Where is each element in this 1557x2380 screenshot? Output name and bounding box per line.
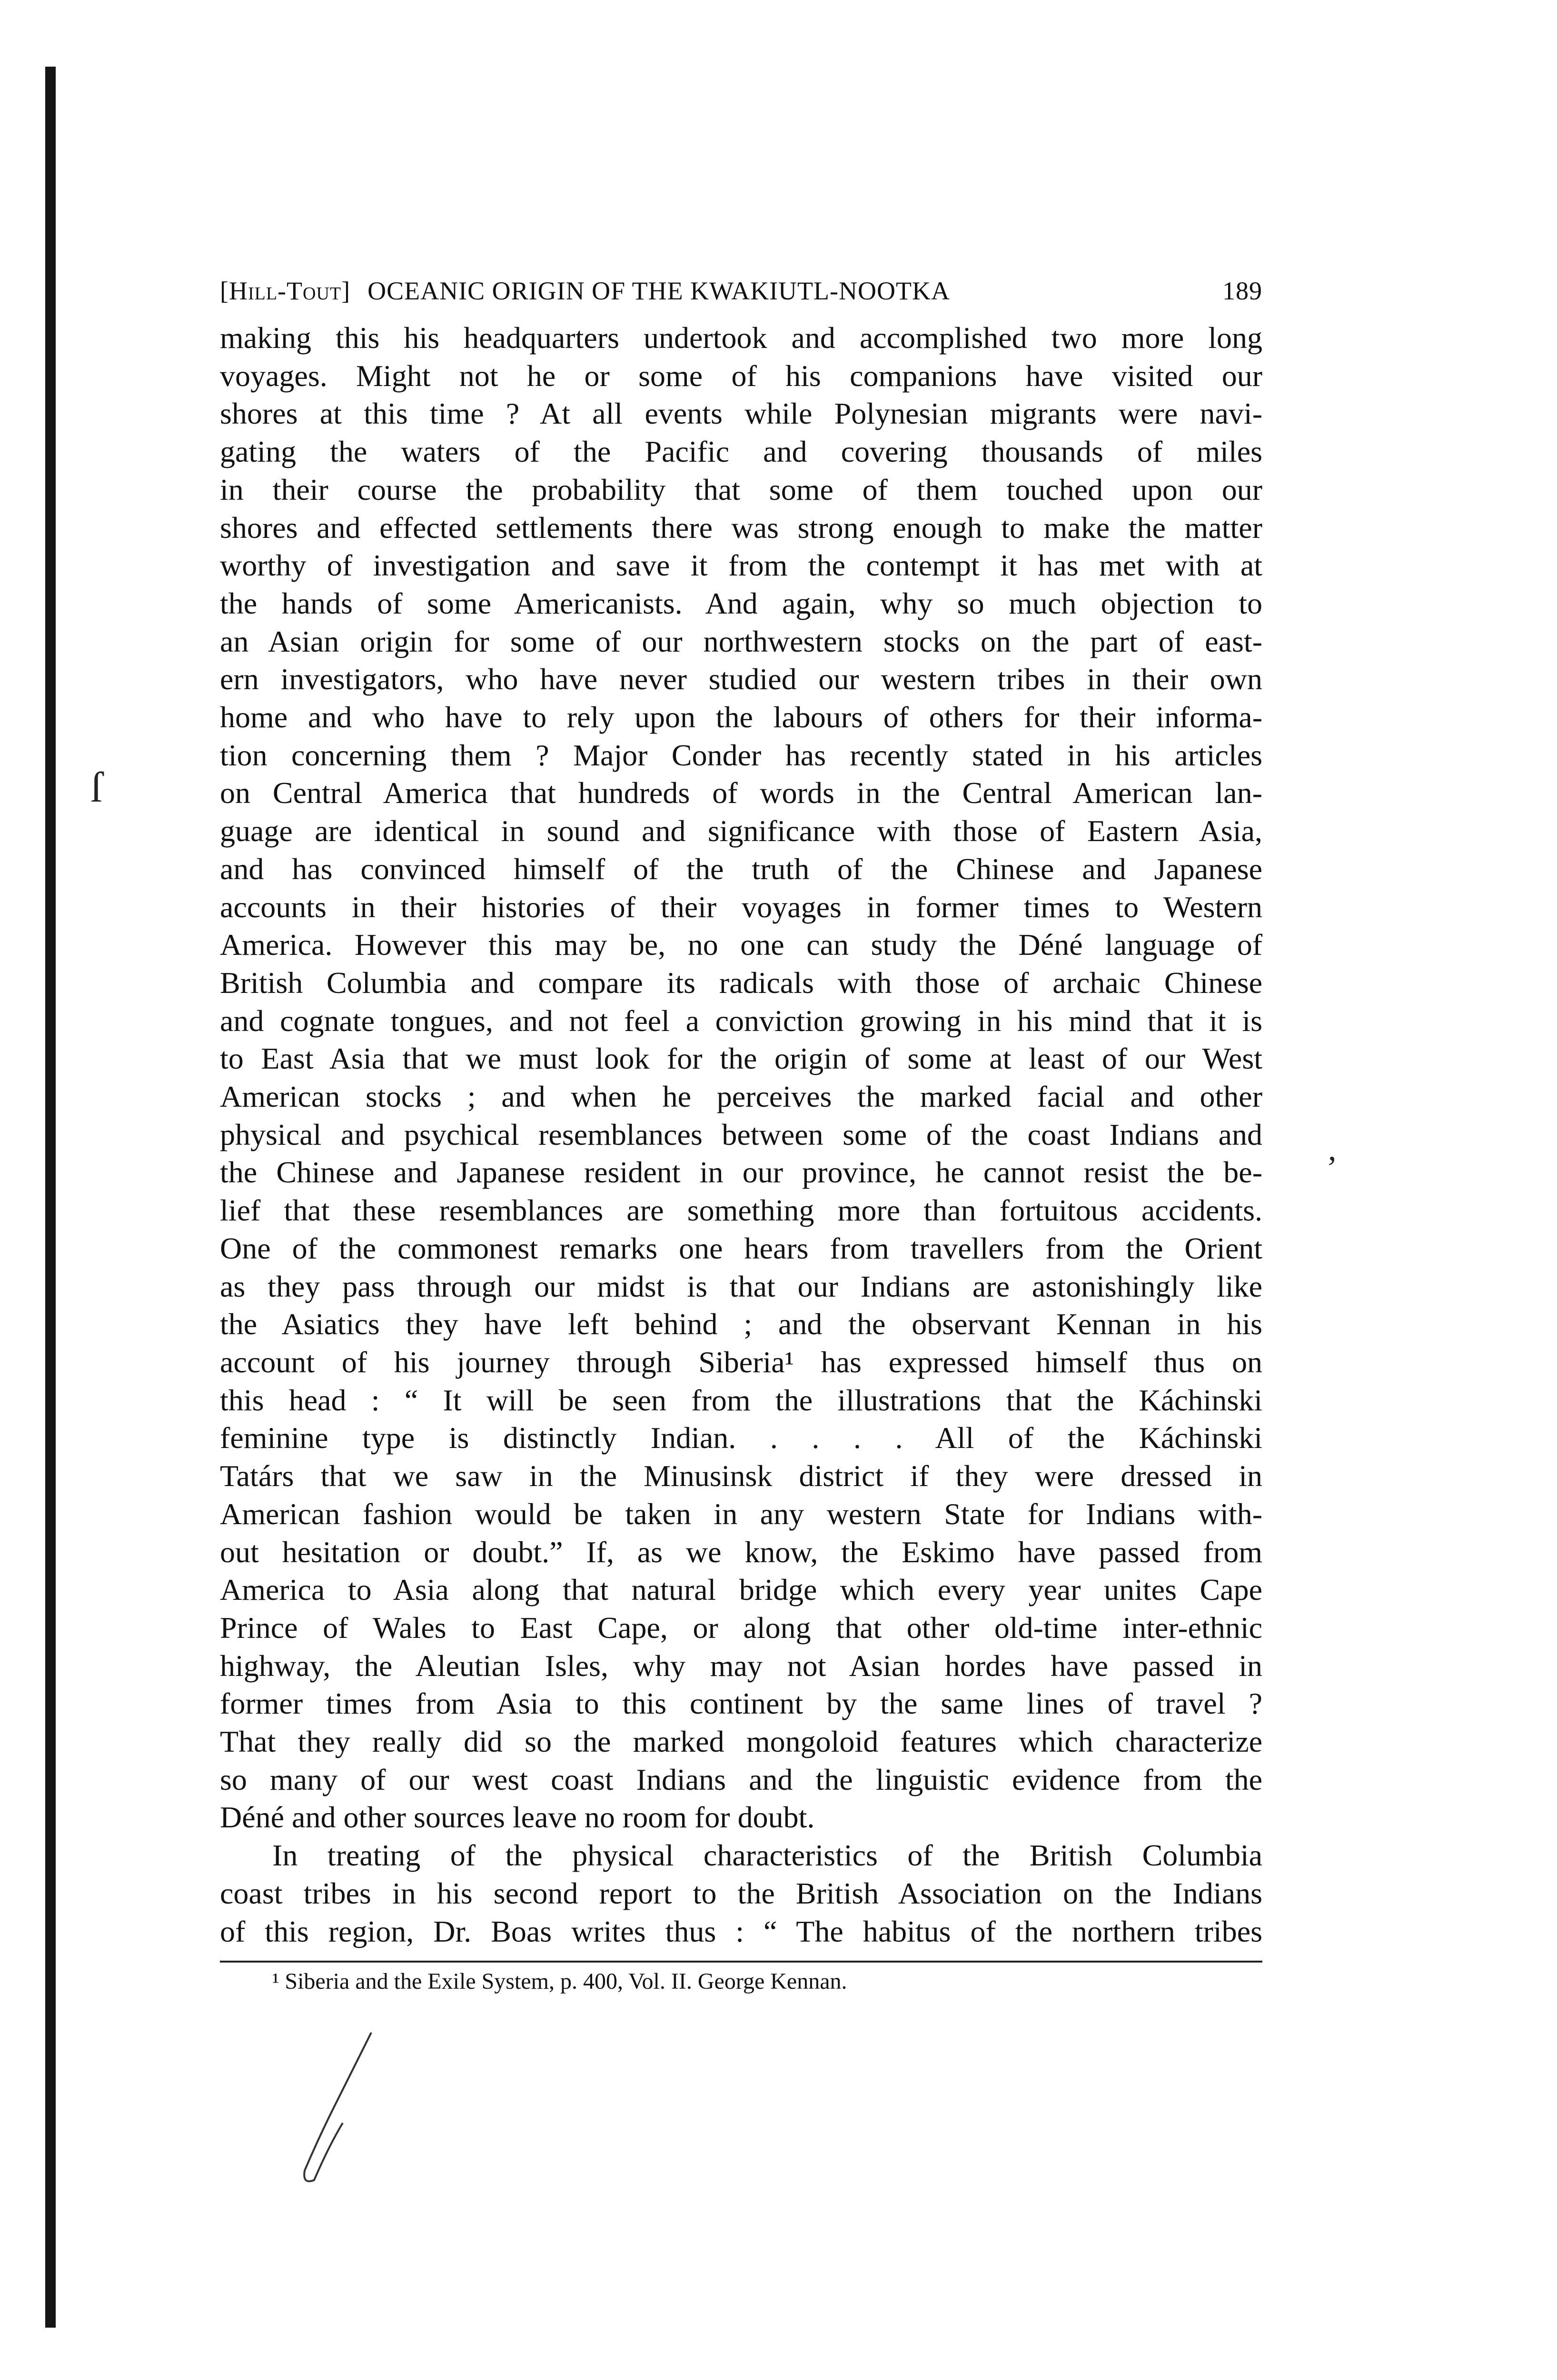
text-line: That they really did so the marked mongoloid features which characterize [220, 1725, 1262, 1759]
text-line: to East Asia that we must look for the origin of some at least of our West [220, 1041, 1262, 1076]
text-line: gating the waters of the Pacific and covering thousands of miles [220, 435, 1262, 469]
text-line: coast tribes in his second report to the British Association on the Indians [220, 1876, 1262, 1910]
text-line: shores at this time ? At all events while Polynesian migrants were navi- [220, 397, 1262, 431]
text-line: America. However this may be, no one can study the Déné language of [220, 928, 1262, 962]
text-line: account of his journey through Siberia¹ has expressed himself thus on [220, 1345, 1262, 1379]
footnote-divider [220, 1961, 1262, 1963]
text-line: out hesitation or doubt.” If, as we know, the Eskimo have passed from [220, 1535, 1262, 1569]
text-line: former times from Asia to this continent by the same lines of travel ? [220, 1686, 1262, 1721]
text-line: and cognate tongues, and not feel a conviction growing in his mind that it is [220, 1003, 1262, 1038]
body-text [220, 319, 1262, 1950]
text-line: British Columbia and compare its radicals with those of archaic Chinese [220, 965, 1262, 1000]
text-line: American stocks ; and when he perceives the marked facial and other [220, 1080, 1262, 1114]
text-line: on Central America that hundreds of words in the Central American lan- [220, 776, 1262, 810]
text-line: highway, the Aleutian Isles, why may not Asian hordes have passed in [220, 1648, 1262, 1683]
margin-annotation-right: , [1328, 1131, 1337, 1168]
text-line: as they pass through our midst is that our Indians are astonishingly like [220, 1269, 1262, 1303]
text-line: of this region, Dr. Boas writes thus : “ The habitus of the northern tribes [220, 1914, 1262, 1948]
text-line: American fashion would be taken in any western State for Indians with- [220, 1497, 1262, 1531]
text-line: and has convinced himself of the truth of the Chinese and Japanese [220, 852, 1262, 886]
running-head [220, 276, 1262, 306]
text-line: Prince of Wales to East Cape, or along that other old-time inter-ethnic [220, 1610, 1262, 1645]
running-head-title: OCEANIC ORIGIN OF THE KWAKIUTL-NOOTKA [367, 277, 950, 305]
text-line: the Chinese and Japanese resident in our province, he cannot resist the be- [220, 1155, 1262, 1190]
text-line: an Asian origin for some of our northwestern stocks on the part of east- [220, 624, 1262, 658]
footnote: ¹ Siberia and the Exile System, p. 400, Vol. II. George Kennan. [272, 1969, 847, 1994]
text-line: In treating of the physical characteristics of the British Columbia [272, 1838, 1262, 1873]
text-line: accounts in their histories of their voyages in former times to Western [220, 890, 1262, 924]
text-line: home and who have to rely upon the labours of others for their informa- [220, 700, 1262, 734]
text-line: shores and effected settlements there was strong enough to make the matter [220, 510, 1262, 545]
text-line: voyages. Might not he or some of his companions have visited our [220, 358, 1262, 393]
margin-annotation-left: ſ [90, 764, 103, 811]
text-line: this head : “ It will be seen from the illustrations that the Káchinski [220, 1383, 1262, 1417]
text-line: physical and psychical resemblances between some of the coast Indians and [220, 1117, 1262, 1151]
page-number: 189 [1222, 277, 1262, 305]
text-line: making this his headquarters undertook and accomplished two more long [220, 321, 1262, 355]
text-line: lief that these resemblances are something more than fortuitous accidents. [220, 1193, 1262, 1228]
text-line: in their course the probability that some of them touched upon our [220, 472, 1262, 506]
text-line: the hands of some Americanists. And again, why so much objection to [220, 586, 1262, 620]
text-line: the Asiatics they have left behind ; and the observant Kennan in his [220, 1307, 1262, 1341]
running-head-author: [Hill-Tout] [220, 277, 351, 305]
text-line: tion concerning them ? Major Conder has recently stated in his articles [220, 738, 1262, 772]
text-line: feminine type is distinctly Indian. . . . . All of the Káchinski [220, 1421, 1262, 1455]
text-line: worthy of investigation and save it from the contempt it has met with at [220, 548, 1262, 583]
text-line: so many of our west coast Indians and the linguistic evidence from the [220, 1762, 1262, 1796]
text-line: Déné and other sources leave no room for doubt. [220, 1800, 815, 1835]
page-content [220, 276, 1262, 1996]
pencil-scribble-drawing [276, 2028, 400, 2199]
text-line: guage are identical in sound and significance with those of Eastern Asia, [220, 814, 1262, 848]
text-line: Tatárs that we saw in the Minusinsk district if they were dressed in [220, 1459, 1262, 1493]
text-line: America to Asia along that natural bridge which every year unites Cape [220, 1573, 1262, 1607]
page-edge-binding-shadow [45, 67, 56, 2328]
text-line: One of the commonest remarks one hears from travellers from the Orient [220, 1231, 1262, 1265]
text-line: ern investigators, who have never studied our western tribes in their own [220, 662, 1262, 696]
